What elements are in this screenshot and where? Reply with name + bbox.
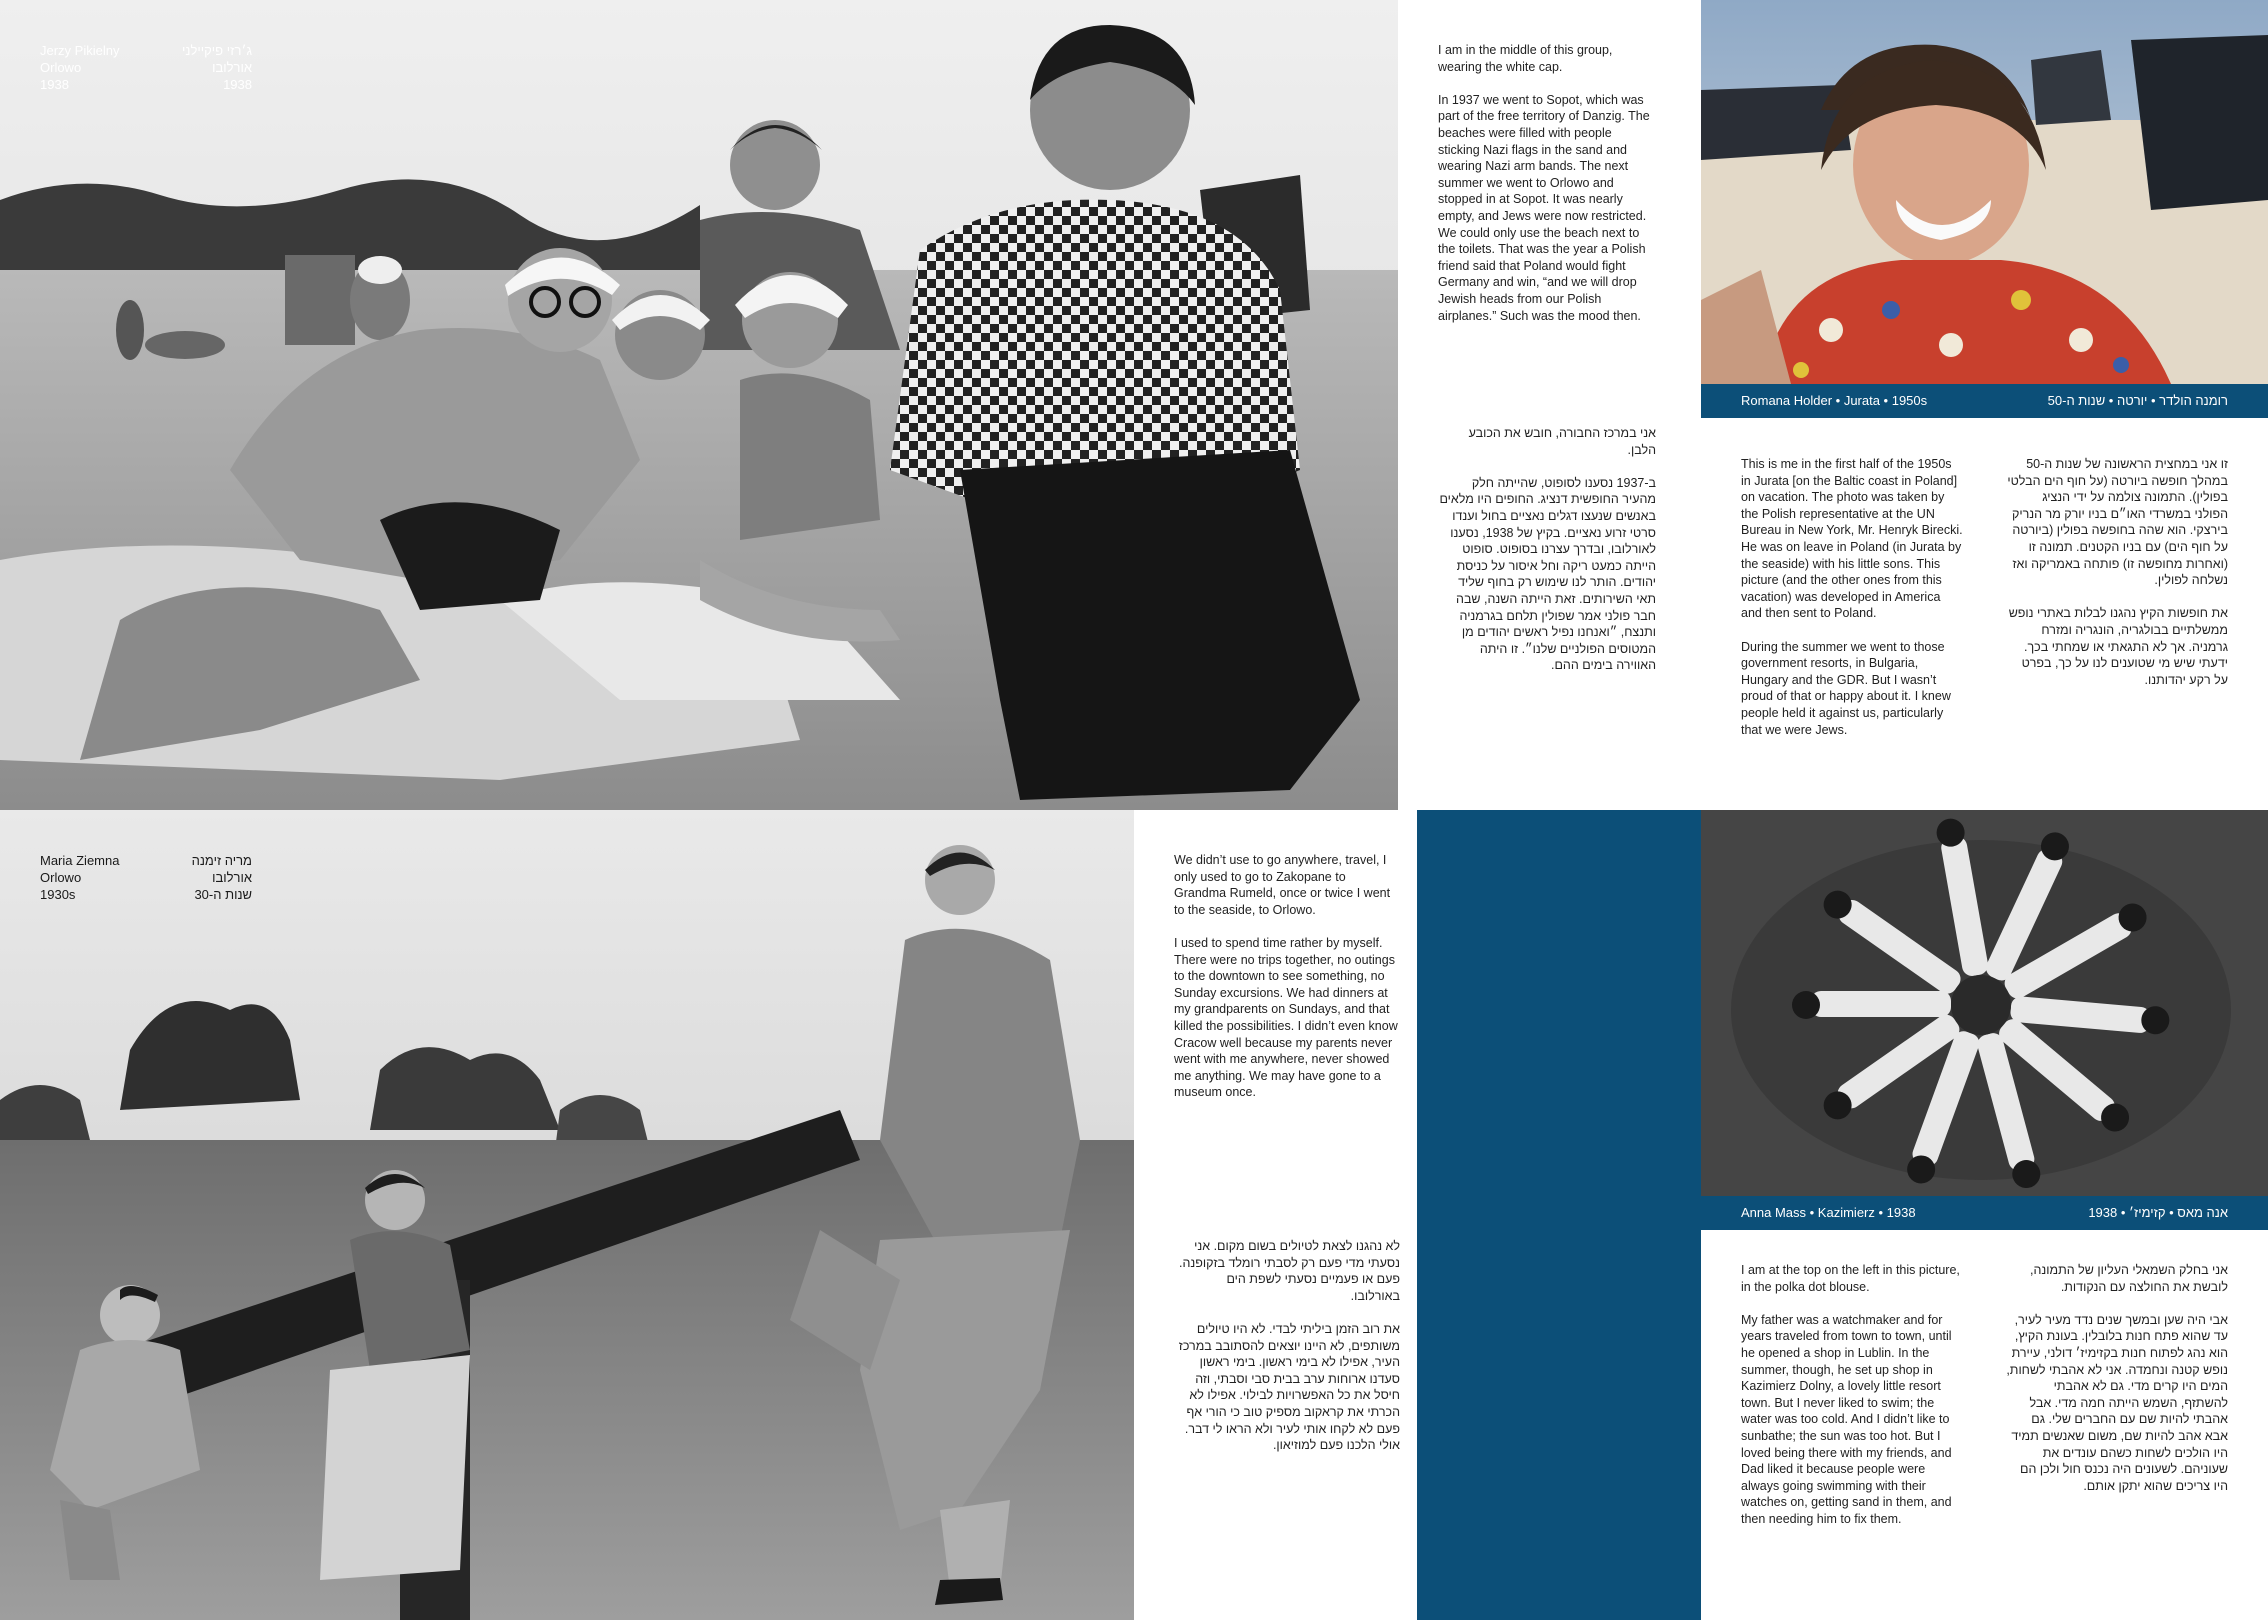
caption-bar-romana-holder — [1701, 384, 2268, 418]
photo-beach-group — [0, 0, 1398, 810]
caption-bar-en: Romana Holder • Jurata • 1950s — [1741, 393, 1928, 408]
paragraph: This is me in the first half of the 1950s in Jurata [on the Baltic coast in Poland] on vacation. The photo was taken by the Polish representative at the UN Bureau in New York, Mr. Henryk Birecki. He was on leave in Poland (in Jurata by the seaside) with his little sons. This picture (and the other ones from this vacation) was developed in America and then sent to Poland. — [1741, 457, 1963, 621]
paragraph: During the summer we went to those government resorts, in Bulgaria, Hungary and the GDR. But I wasn’t proud of that or happy about it. I knew people held it against us, particularly that we were Jews. — [1741, 639, 1951, 737]
paragraph-he: אני במרכז החבורה, חובש את הכובע הלבן. — [1468, 426, 1656, 457]
paragraph-he: אני בחלק השמאלי העליון של התמונה, לובשת את החולצה עם הנקודות. — [2030, 1263, 2228, 1294]
paragraph-he: זו אני במחצית הראשונה של שנות ה-50 במהלך חופשה ביורטה (על חוף הים הבלטי בפולין). התמונה צולמה על ידי הנציג הפולני במשרדי האו״ם בניו יורק מר הנריק בירצקי. הוא שהה בחופשה בפולין (ביורטה על חוף הים) עם בניו הקטנים. תמונה זו (ואחרות מחופשה זו) פותחה באמריקה ואז נשלחה לפולין. — [2007, 457, 2228, 588]
caption-name: Jerzy Pikielny — [40, 43, 120, 58]
paragraph-he: אבי היה שען ובמשך שנים נדד מעיר לעיר, עד שהוא פתח חנות בלובלין. בעונת הקיץ, הוא נהג לפתוח חנות בקזימיז׳ דולני, עיירת נופש קטנה ונחמדה. אני לא אהבתי לשחות, המים היו קרים מדי. גם לא אהבתי להשתזף, השמש הייתה חמה מדי. אבל אהבתי להיות שם עם החברים שלי. גם אבא אהב להיות שם, משום שאנשים תמיד היו הולכים לשחות כשהם עונדים את שעוניהם. לשעונים היה נכנס חול ולכן הם היו צריכים שהוא יתקן אותם. — [2006, 1312, 2228, 1493]
decorative-blue-panel — [1417, 810, 1701, 1620]
text-jerzy-he — [1438, 425, 1656, 691]
paragraph: My father was a watchmaker and for years traveled from town to town, until he opened a shop in Lublin. In the summer, though, he set up shop in Kazimierz Dolny, a lovely little resort town. But I never liked to swim; the water was too cold. And I didn’t like to sunbathe; the sun was too hot. But I loved being there with my friends, and Dad liked it because people were always going swimming with their watches on, getting sand in them, and then needing him to fix them. — [1741, 1312, 1952, 1526]
caption-bar-en: Anna Mass • Kazimierz • 1938 — [1741, 1205, 1916, 1220]
text-jerzy-en — [1438, 42, 1656, 341]
text-maria-he — [1174, 1238, 1400, 1470]
text-anna-he — [2006, 1262, 2228, 1511]
caption-place-he: אורלובו — [212, 870, 252, 885]
caption-name: Maria Ziemna — [40, 853, 120, 868]
paragraph: I am at the top on the left in this picture, in the polka dot blouse. — [1741, 1263, 1960, 1294]
paragraph-he: את רוב הזמן ביליתי לבדי. לא היו טיולים משותפים, לא היינו יוצאים להסתובב במרכז העיר, אפילו לא בימי ראשון. בימי ראשון סעדנו ארוחות ערב בבית סבי וסבתי, וזה חיסל את כל האפשרויות לבילוי. אפילו לא הכרתי את קראקוב מספיק טוב כי הורי אף פעם לא לקחו אותי לעיר ולא הראו לי דבר. אולי הלכנו פעם למוזיאון. — [1178, 1321, 1400, 1453]
caption-place-he: אורלובו — [212, 60, 252, 75]
text-romana-en — [1741, 456, 1963, 755]
caption-en — [40, 42, 119, 93]
caption-year: 1938 — [40, 77, 69, 92]
paragraph: In 1937 we went to Sopot, which was part of the free territory of Danzig. The beaches were filled with people sticking Nazi flags in the sand and wearing Nazi arm bands. The next summer we went to Orlowo and stopped in at Sopot. It was nearly empty, and Jews were now restricted. We could only use the beach next to the toilets. That was the year a Polish friend said that Poland would fight Germany and win, “and we will drop Jewish heads from our Polish airplanes.” Such was the mood then. — [1438, 92, 1650, 323]
caption-place: Orlowo — [40, 870, 82, 885]
romana-holder-image — [1701, 0, 2268, 384]
caption-name-he: ג׳רזי פיקיילני — [182, 43, 252, 58]
paragraph: I used to spend time rather by myself. There were no trips together, no outings to the downtown to see something, no Sunday excursions. We had dinners at my grandparents on Sundays, and that killed the possibilities. I didn’t even know Cracow well because my parents never went with me anywhere, never showed me anything. We may have gone to a museum once. — [1174, 935, 1398, 1100]
paragraph-he: את חופשות הקיץ נהגנו לבלות באתרי נופש ממשלתיים בבולגריה, הונגריה ומזרח גרמניה. אך לא התגאתי או שמחתי בכך. ידעתי שיש מי שטוענים לנו על כך, בפרט על רקע יהדותנו. — [2008, 606, 2228, 687]
beach-group-image — [0, 0, 1398, 810]
caption-year: 1930s — [40, 887, 76, 902]
caption-maria-ziemna — [40, 852, 252, 912]
caption-he — [182, 42, 252, 93]
caption-bar-he: רומנה הולדר • יורטה • שנות ה-50 — [2047, 393, 2228, 408]
text-maria-en — [1174, 852, 1400, 1118]
paragraph: We didn’t use to go anywhere, travel, I only used to go to Zakopane to Grandma Rumeld, once or twice I went to the seaside, to Orlowo. — [1174, 853, 1391, 917]
photo-anna-mass — [1701, 810, 2268, 1196]
caption-bar-he: אנה מאס • קזימיז׳ • 1938 — [2088, 1205, 2228, 1220]
text-anna-en — [1741, 1262, 1963, 1544]
caption-place: Orlowo — [40, 60, 82, 75]
caption-name-he: מריה זימנה — [191, 853, 252, 868]
paragraph-he: לא נהגנו לצאת לטיולים בשום מקום. אני נסעתי מדי פעם רק לסבתי רומלד בזקופנה. פעם או פעמיים נסעתי לשפת הים באורלובו. — [1178, 1239, 1400, 1303]
caption-bar-anna-mass — [1701, 1196, 2268, 1230]
caption-year-he: שנות ה-30 — [194, 887, 252, 902]
paragraph: I am in the middle of this group, wearing the white cap. — [1438, 43, 1613, 74]
caption-he — [192, 852, 252, 903]
text-romana-he — [2006, 456, 2228, 705]
caption-jerzy-pikielny — [40, 42, 252, 102]
anna-mass-image — [1701, 810, 2268, 1196]
photo-seesaw — [0, 810, 1134, 1620]
photo-romana-holder — [1701, 0, 2268, 384]
seesaw-image — [0, 810, 1134, 1620]
caption-en — [40, 852, 119, 903]
caption-year-he: 1938 — [223, 77, 252, 92]
paragraph-he: ב-1937 נסענו לסופוט, שהייתה חלק מהעיר החופשית דנציג. החופים היו מלאים באנשים שנעצו דגלים נאציים בחול וענדו סרטי זרוע נאציים. בקיץ של 1938, נסענו לאורלובו, ובדרך עצרנו בסופוט. סופוט הייתה כמעט ריקה וחל איסור על כניסת יהודים. הותר לנו שימוש רק בחוף שליד תאי השירותים. זאת הייתה השנה, שבה חבר פולני אמר שפולין תלחם בגרמניה ותנצח, ״ואנחנו נפיל ראשים יהודים מן המטוסים הפולניים שלנו״. זו היתה האווירה בימים ההם. — [1439, 475, 1656, 673]
